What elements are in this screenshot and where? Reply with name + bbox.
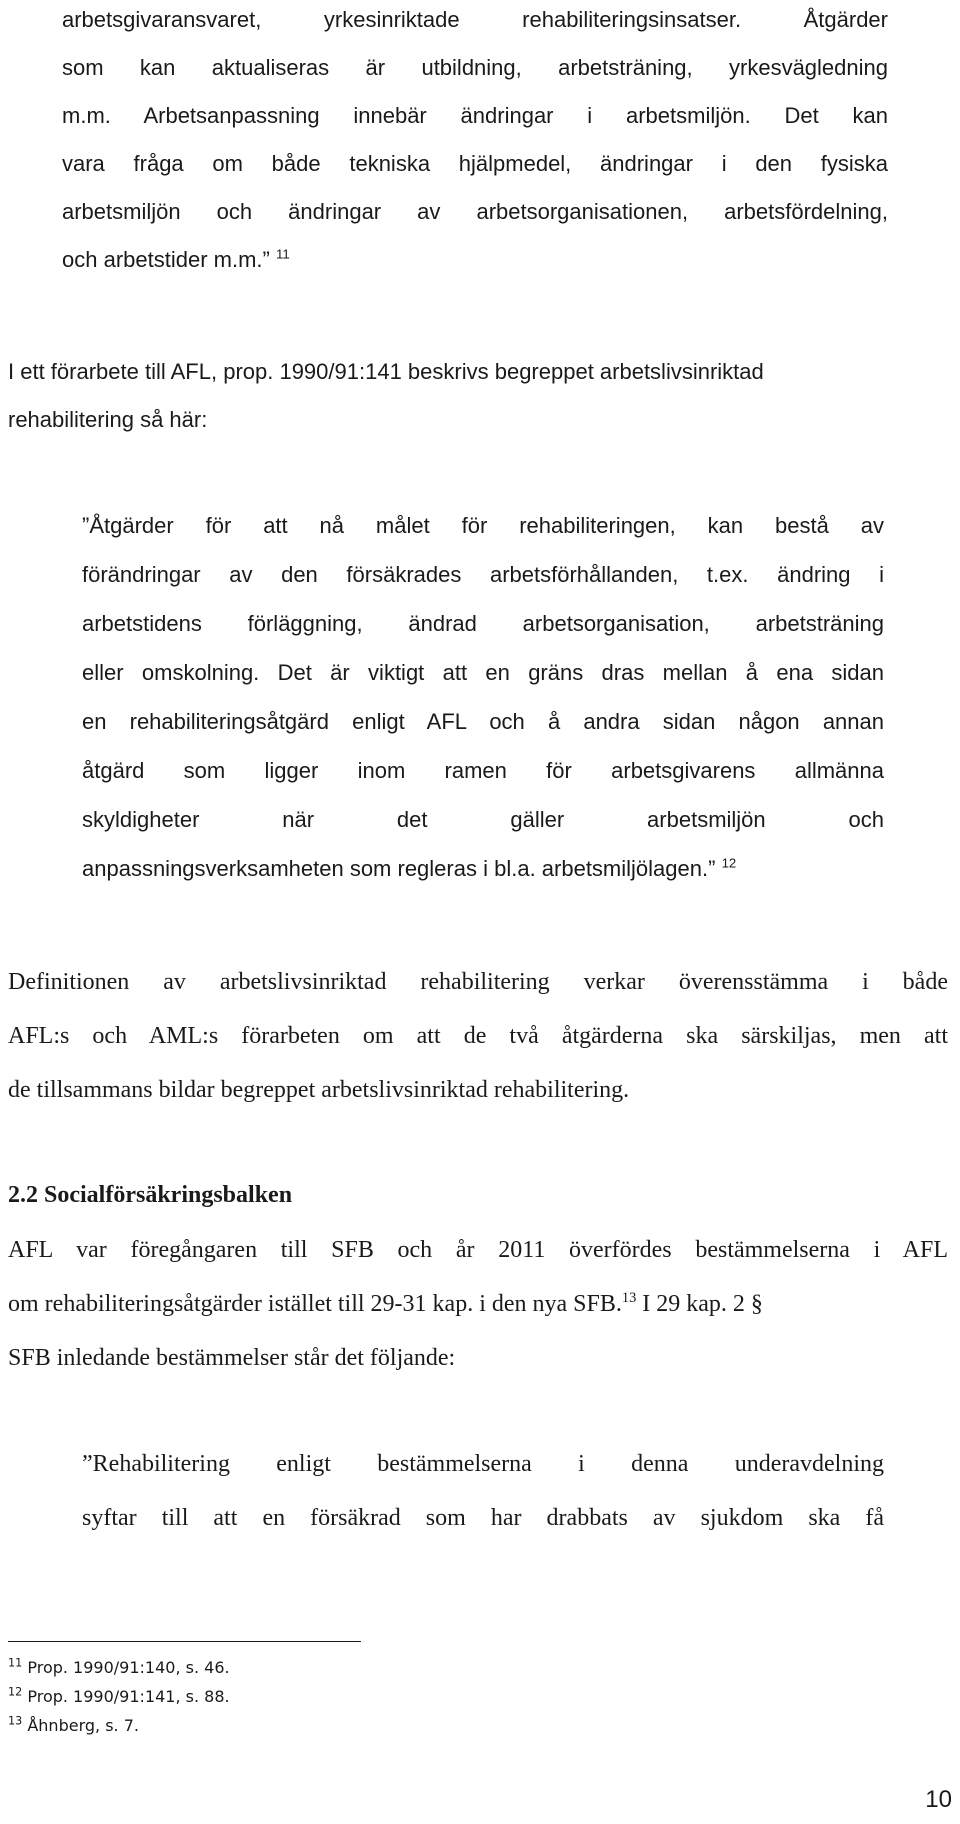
quote1-line-8 <box>82 855 736 883</box>
para3-line-2: AFL:s och AML:s förarbeten om att de två åtgärderna ska särskiljas, men att <box>8 1023 948 1049</box>
quote1-line-4: eller omskolning. Det är viktigt att en gräns dras mellan å ena sidan <box>82 660 884 685</box>
quote1-line-6: åtgärd som ligger inom ramen för arbetsgivarens allmänna <box>82 758 884 783</box>
para2-line-2: rehabilitering så här: <box>8 407 208 432</box>
footnote-13-num: 13 <box>8 1714 23 1728</box>
footnote-11-num: 11 <box>8 1656 23 1670</box>
section-heading: 2.2 Socialförsäkringsbalken <box>8 1182 293 1208</box>
footnote-12-num: 12 <box>8 1685 23 1699</box>
footnote-ref-11: 11 <box>275 246 290 262</box>
quote2-line-2: syftar till att en försäkrad som har drabbats av sjukdom ska få <box>82 1505 884 1531</box>
footnote-12 <box>8 1687 230 1707</box>
quote1-line-1: ”Åtgärder för att nå målet för rehabiliteringen, kan bestå av <box>82 513 884 538</box>
quote1-line-3: arbetstidens förläggning, ändrad arbetsorganisation, arbetsträning <box>82 611 884 636</box>
top-paragraph-line-6-text: och arbetstider m.m.” <box>62 247 270 272</box>
footnote-13 <box>8 1716 139 1736</box>
footnote-ref-13: 13 <box>621 1290 637 1306</box>
footnote-12-text: Prop. 1990/91:141, s. 88. <box>27 1687 230 1706</box>
para4-line-2a: om rehabiliteringsåtgärder istället till 29-31 kap. i den nya SFB. <box>8 1291 622 1317</box>
quote1-line-2: förändringar av den försäkrades arbetsförhållanden, t.ex. ändring i <box>82 562 884 587</box>
footnote-separator <box>8 1641 361 1642</box>
para3-line-3: de tillsammans bildar begreppet arbetslivsinriktad rehabilitering. <box>8 1077 630 1103</box>
top-paragraph-line-3: m.m. Arbetsanpassning innebär ändringar i arbetsmiljön. Det kan <box>62 103 888 128</box>
para4-line-1: AFL var föregångaren till SFB och år 2011 överfördes bestämmelserna i AFL <box>8 1237 948 1263</box>
quote1-line-8-text: anpassningsverksamheten som regleras i bl.a. arbetsmiljölagen.” <box>82 856 716 881</box>
top-paragraph-line-1: arbetsgivaransvaret, yrkesinriktade rehabiliteringsinsatser. Åtgärder <box>62 7 888 32</box>
quote1-line-5: en rehabiliteringsåtgärd enligt AFL och å andra sidan någon annan <box>82 709 884 734</box>
top-paragraph-line-2: som kan aktualiseras är utbildning, arbetsträning, yrkesvägledning <box>62 55 888 80</box>
para4-line-3: SFB inledande bestämmelser står det följande: <box>8 1345 456 1371</box>
footnote-11 <box>8 1658 230 1678</box>
page-number: 10 <box>925 1786 952 1813</box>
top-paragraph-line-6 <box>62 246 290 274</box>
footnote-ref-12: 12 <box>721 855 737 871</box>
footnote-13-text: Åhnberg, s. 7. <box>27 1716 139 1735</box>
quote2-line-1: ”Rehabilitering enligt bestämmelserna i denna underavdelning <box>82 1451 884 1477</box>
para4-line-2 <box>8 1289 763 1319</box>
top-paragraph-line-5: arbetsmiljön och ändringar av arbetsorganisationen, arbetsfördelning, <box>62 199 888 224</box>
top-paragraph-line-4: vara fråga om både tekniska hjälpmedel, ändringar i den fysiska <box>62 151 888 176</box>
quote1-line-7: skyldigheter när det gäller arbetsmiljön och <box>82 807 884 832</box>
footnote-11-text: Prop. 1990/91:140, s. 46. <box>27 1658 230 1677</box>
para3-line-1: Definitionen av arbetslivsinriktad rehabilitering verkar överensstämma i både <box>8 969 948 995</box>
para2-line-1: I ett förarbete till AFL, prop. 1990/91:141 beskrivs begreppet arbetslivsinriktad <box>8 359 764 384</box>
para4-line-2b: I 29 kap. 2 § <box>636 1291 763 1317</box>
